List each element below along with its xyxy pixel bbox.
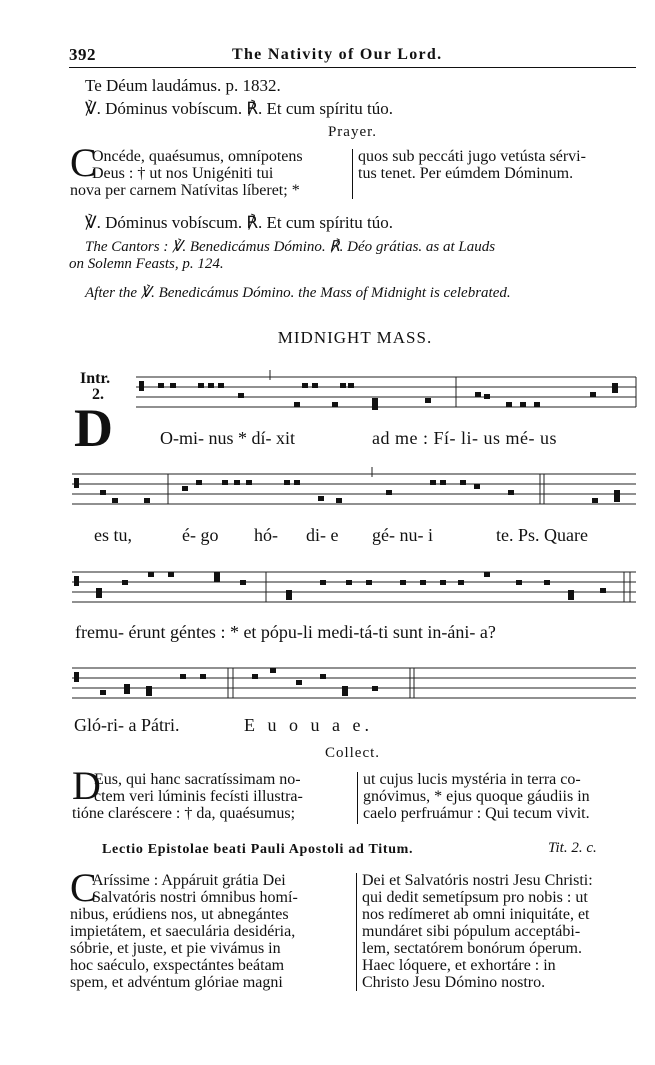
lectio-left-line: sóbrie, et juste, et pie vivámus in xyxy=(70,940,281,957)
prayer-right-line: quos sub peccáti jugo vetústa sérvi- xyxy=(358,148,586,165)
lectio-left-line: Salvatóris nostri ómnibus homí- xyxy=(92,889,298,906)
lectio-right-line: Christo Jesu Dómino nostro. xyxy=(362,974,546,991)
collect-right-column xyxy=(363,771,639,822)
versicle-line-2: ℣. Dóminus vobíscum. ℟. Et cum spíritu túo. xyxy=(85,213,394,232)
lyrics-line-4b: E u o u a e. xyxy=(244,715,373,735)
introit-mode: 2. xyxy=(92,386,104,403)
lectio-left-line: spem, et advéntum glóriae magni xyxy=(70,974,283,991)
after-versicle-line: After the ℣. Benedicámus Dómino. the Mass of Midnight is celebrated. xyxy=(85,285,511,301)
lyrics-line-3: fremu- érunt géntes : * et pópu-li medi-tá-ti sunt in-áni- a? xyxy=(75,622,496,642)
collect-left-column xyxy=(72,771,354,822)
introit-initial: D xyxy=(74,398,113,458)
collect-dropcap: D xyxy=(72,763,101,808)
collect-left-line: ctem veri lúminis fecísti illustra- xyxy=(94,788,303,805)
collect-left-line: Eus, qui hanc sacratíssimam no- xyxy=(94,771,301,788)
prayer-left-line: Deus : † ut nos Unigéniti tui xyxy=(92,165,274,182)
lyrics-line-2c: hó- xyxy=(254,525,278,545)
cantors-line-1: The Cantors : ℣. Benedicámus Dómino. ℟. Déo grátias. as at Lauds xyxy=(85,239,496,255)
lectio-right-line: qui dedit semetípsum pro nobis : ut xyxy=(362,889,588,906)
collect-right-line: gnóvimus, * ejus quoque gáudiis in xyxy=(363,788,590,805)
chant-staff-2 xyxy=(72,467,636,504)
chant-staff-3 xyxy=(72,572,636,602)
lyrics-line-2f: te. Ps. Quare xyxy=(496,525,588,545)
lectio-column-divider xyxy=(356,873,357,991)
lyrics-line-1b: ad me : Fí- li- us mé- us xyxy=(372,428,557,448)
running-title: The Nativity of Our Lord. xyxy=(232,46,443,63)
lectio-left-column xyxy=(70,872,352,991)
versicle-line-1: ℣. Dóminus vobíscum. ℟. Et cum spíritu túo. xyxy=(85,99,394,118)
lectio-heading: Lectio Epistolae beati Pauli Apostoli ad Titum. xyxy=(102,842,414,857)
lyrics-line-2e: gé- nu- i xyxy=(372,525,433,545)
collect-column-divider xyxy=(357,772,358,824)
lectio-right-line: Haec lóquere, et exhortáre : in xyxy=(362,957,556,974)
lectio-left-line: nibus, erúdiens nos, ut abnegántes xyxy=(70,906,289,923)
lectio-reference: Tit. 2. c. xyxy=(548,840,597,856)
prayer-heading: Prayer. xyxy=(327,124,378,140)
prayer-left-line: Oncéde, quaésumus, omnípotens xyxy=(92,148,303,165)
cantors-line-2: on Solemn Feasts, p. 124. xyxy=(69,256,224,272)
lectio-left-line: impietátem, et saeculária desidéria, xyxy=(70,923,296,940)
te-deum-line: Te Déum laudámus. p. 1832. xyxy=(85,76,281,95)
lectio-dropcap: C xyxy=(70,865,97,910)
chant-staff-1 xyxy=(136,370,636,410)
lyrics-line-2b: é- go xyxy=(182,525,219,545)
lyrics-line-2a: es tu, xyxy=(94,525,132,545)
prayer-right-line: tus tenet. Per eúmdem Dóminum. xyxy=(358,165,574,182)
lyrics-line-4a: Gló-ri- a Pátri. xyxy=(74,715,180,735)
lectio-right-line: lem, sectatórem bonórum óperum. xyxy=(362,940,582,957)
lyrics-line-2d: di- e xyxy=(306,525,339,545)
chant-staff-4 xyxy=(72,668,636,698)
collect-heading: Collect. xyxy=(324,745,381,761)
lectio-left-line: Aríssime : Appáruit grátia Dei xyxy=(92,872,286,889)
lyrics-line-1a: O-mi- nus * dí- xit xyxy=(160,428,295,448)
lectio-right-line: mundáret sibi pópulum acceptábi- xyxy=(362,923,581,940)
page-number: 392 xyxy=(69,45,96,64)
collect-right-line: caelo perfruámur : Qui tecum vivit. xyxy=(363,805,590,822)
introit-label: Intr. xyxy=(80,370,111,387)
midnight-mass-title: MIDNIGHT MASS. xyxy=(277,328,433,347)
collect-left-line: tióne claréscere : † da, quaésumus; xyxy=(72,805,296,822)
lectio-right-line: nos redímeret ab omni iniquitáte, et xyxy=(362,906,590,923)
lectio-left-line: hoc saéculo, exspectántes beátam xyxy=(70,957,285,974)
lectio-right-line: Dei et Salvatóris nostri Jesu Christi: xyxy=(362,872,593,889)
prayer-dropcap: C xyxy=(70,140,97,185)
lectio-right-column xyxy=(362,872,640,991)
prayer-left-line: nova per carnem Natívitas líberet; * xyxy=(70,182,300,199)
collect-right-line: ut cujus lucis mystéria in terra co- xyxy=(363,771,581,788)
